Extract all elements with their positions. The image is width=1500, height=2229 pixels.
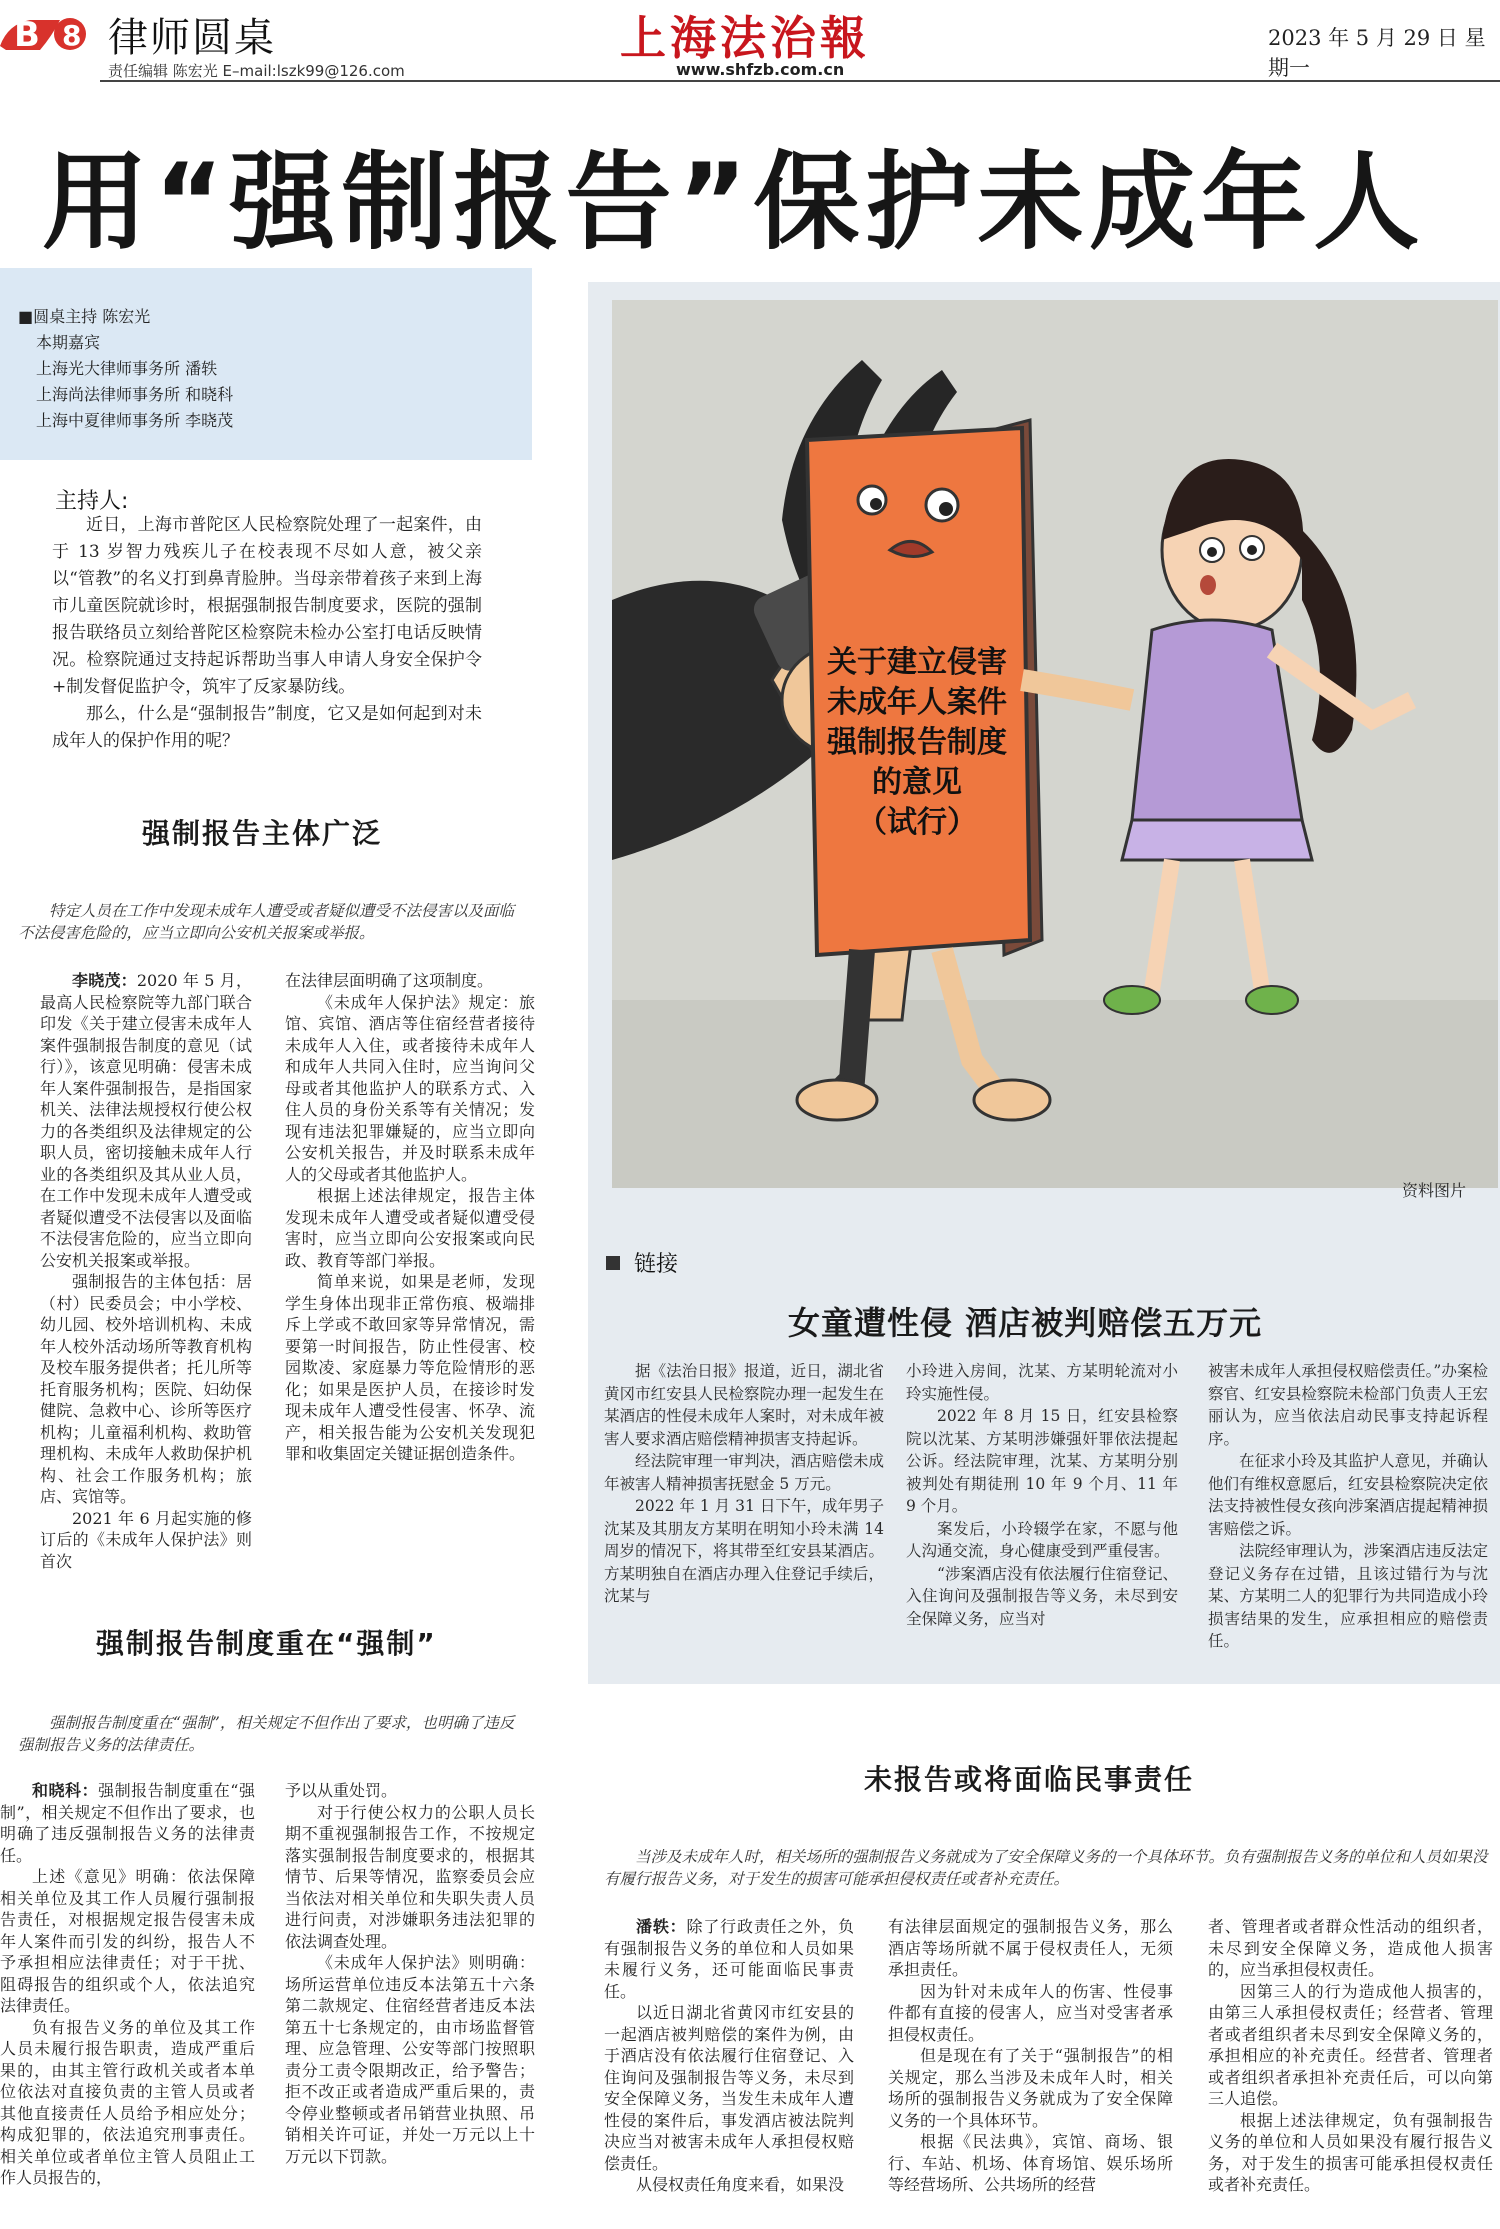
book-title-line: （试行） — [857, 805, 977, 840]
section-2-column-2 — [285, 1780, 535, 2167]
svg-text:B: B — [14, 15, 40, 54]
section-3-lead: 当涉及未成年人时，相关场所的强制报告义务就成为了安全保障义务的一个具体环节。负有强制报告义务的单位和人员如果没有履行报告义务，对于发生的损害可能承担侵权责任或者补充责任。 — [604, 1848, 1488, 1888]
guest-line: 上海尚法律师事务所 和晓科 — [36, 385, 234, 404]
headline: 用“强制报告”保护未成年人 — [42, 141, 1426, 264]
paragraph: “涉案酒店没有依法履行住宿登记、入住询问及强制报告等义务，未尽到安全保障义务，应当对 — [906, 1564, 1178, 1628]
speaker-name: 潘轶： — [636, 1917, 687, 1936]
guest-line: 上海中夏律师事务所 李晓茂 — [36, 411, 234, 430]
paragraph: 有法律层面规定的强制报告义务，那么酒店等场所就不属于侵权责任人，无须承担责任。 — [888, 1917, 1173, 1979]
section-2-column-1 — [0, 1780, 255, 2189]
section-1-lead: 特定人员在工作中发现未成年人遭受或者疑似遭受不法侵害以及面临不法侵害危险的，应当立即向公安机关报案或举报。 — [18, 902, 515, 942]
paragraph: 对于行使公权力的公职人员长期不重视强制报告工作，不按规定落实强制报告制度要求的，根据其情节、后果等情况，监察委员会应当依法对相关单位和失职失责人员进行问责，对涉嫌职务违法犯罪的依法调查处理。 — [285, 1802, 535, 1951]
paragraph: 2022 年 1 月 31 日下午，成年男子沈某及其朋友方某明在明知小玲未满 14 周岁的情况下，将其带至红安县某酒店。方某明独自在酒店办理入住登记手续后，沈某与 — [604, 1497, 884, 1605]
paragraph: 被害未成年人承担侵权赔偿责任。”办案检察官、红安县检察院未检部门负责人王宏丽认为，应当依法启动民事支持起诉程序。 — [1208, 1362, 1488, 1448]
paper-url: www.shfzb.com.cn — [676, 60, 845, 79]
intro-paragraph: 那么，什么是“强制报告”制度，它又是如何起到对未成年人的保护作用的呢？ — [52, 704, 482, 751]
paragraph: 2022 年 8 月 15 日，红安县检察院以沈某、方某明涉嫌强奸罪依法提起公诉。经法院审理，沈某、方某明分别被判处有期徒刑 10 年 9 个月、11 年 9 个月。 — [906, 1407, 1178, 1515]
section-3-column-3 — [1208, 1916, 1493, 2196]
link-column-1 — [604, 1360, 884, 1608]
paragraph: 2020 年 5 月，最高人民检察院等九部门联合印发《关于建立侵害未成年人案件强制报告制度的意见（试行）》，该意见明确：侵害未成年人案件强制报告，是指国家机关、法律法规授权行使公权力的各类组织及法律规定的公职人员，密切接触未成年人行业的各类组织及其从业人员，在工作中发现未成年人遭受或者疑似遭受不法侵害以及面临不法侵害危险的，应当立即向公安机关报案或举报。 — [40, 971, 252, 1270]
guest-line: ■圆桌主持 陈宏光 — [18, 307, 151, 326]
paragraph: 除了行政责任之外，负有强制报告义务的单位和人员如果未履行义务，还可能面临民事责任。 — [604, 1917, 854, 2001]
masthead — [0, 0, 1500, 80]
paragraph: 法院经审理认为，涉案酒店违反法定登记义务存在过错，且该过错行为与沈某、方某明二人的犯罪行为共同造成小玲损害结果的发生，应承担相应的赔偿责任。 — [1208, 1542, 1488, 1650]
paragraph: 《未成年人保护法》规定：旅馆、宾馆、酒店等住宿经营者接待未成年人入住，或者接待未成年人和成年人共同入住时，应当询问父母或者其他监护人的联系方式、入住人员的身份关系等有关情况；发现有违法犯罪嫌疑的，应当立即向公安机关报告，并及时联系未成年人的父母或者其他监护人。 — [285, 992, 535, 1184]
book-title-line: 强制报告制度 — [827, 725, 1007, 760]
paragraph: 根据上述法律规定，负有强制报告义务的单位和人员如果没有履行报告义务，对于发生的损害可能承担侵权责任或者补充责任。 — [1208, 2110, 1493, 2194]
cartoon-illustration — [612, 300, 1498, 1188]
link-label — [606, 1247, 678, 1278]
paragraph: 予以从重处罚。 — [285, 1781, 398, 1800]
book-title-line: 未成年人案件 — [827, 685, 1007, 720]
paragraph: 因第三人的行为造成他人损害的，由第三人承担侵权责任；经营者、管理者或者组织者未尽到安全保障义务的，承担相应的补充责任。经营者、管理者或者组织者承担补充责任后，可以向第三人追偿。 — [1208, 1981, 1493, 2108]
paragraph: 在征求小玲及其监护人意见，并确认他们有维权意愿后，红安县检察院决定依法支持被性侵女孩向涉案酒店提起精神损害赔偿之诉。 — [1208, 1452, 1488, 1538]
paragraph: 2021 年 6 月起实施的修订后的《未成年人保护法》则首次 — [40, 1508, 252, 1571]
paper-logo: 上海法治報 — [620, 11, 870, 65]
paragraph: 因为针对未成年人的伤害、性侵事件都有直接的侵害人，应当对受害者承担侵权责任。 — [888, 1981, 1173, 2044]
paragraph: 根据《民法典》，宾馆、商场、银行、车站、机场、体育场馆、娱乐场所等经营场所、公共场所的经营 — [888, 2132, 1173, 2194]
paragraph: 强制报告制度重在“强制”，相关规定不但作出了要求，也明确了违反强制报告义务的法律责任。 — [0, 1781, 255, 1865]
paragraph: 但是现在有了关于“强制报告”的相关规定，那么当涉及未成年人时，相关场所的强制报告义务就成为了安全保障义务的一个具体环节。 — [888, 2046, 1173, 2130]
paragraph: 经法院审理一审判决，酒店赔偿未成年被害人精神损害抚慰金 5 万元。 — [604, 1452, 884, 1493]
speaker-name: 和晓科： — [32, 1781, 99, 1800]
svg-text:8: 8 — [62, 19, 82, 52]
section-1-column-1 — [40, 970, 252, 1572]
intro-paragraph: 近日，上海市普陀区人民检察院处理了一起案件，由于 13 岁智力残疾儿子在校表现不尽如人意，被父亲以“管教”的名义打到鼻青脸肿。当母亲带着孩子来到上海市儿童医院就诊时，根据强制报告制度要求，医院的强制报告联络员立刻给普陀区检察院未检办公室打电话反映情况。检察院通过支持起诉帮助当事人申请人身安全保护令+制发督促监护令，筑牢了反家暴防线。 — [52, 515, 482, 697]
link-label-text: 链接 — [634, 1252, 679, 1277]
link-title: 女童遭性侵 酒店被判赔偿五万元 — [788, 1304, 1263, 1342]
paragraph: 根据上述法律规定，报告主体发现未成年人遭受或者疑似遭受侵害时，应当立即向公安报案或向民政、教育等部门举报。 — [285, 1186, 535, 1270]
image-credit: 资料图片 — [1402, 1181, 1467, 1200]
section-3-column-1 — [604, 1916, 854, 2196]
section-3-column-2 — [888, 1916, 1173, 2196]
paragraph: 负有报告义务的单位及其工作人员未履行报告职责，造成严重后果的，由其主管行政机关或者本单位依法对直接负责的主管人员或者其他直接责任人员给予相应处分；构成犯罪的，依法追究刑事责任。相关单位或者单位主管人员阻止工作人员报告的， — [0, 2017, 255, 2187]
paragraph: 者、管理者或者群众性活动的组织者，未尽到安全保障义务，造成他人损害的，应当承担侵权责任。 — [1208, 1917, 1493, 1979]
page-badge-shape — [0, 6, 100, 54]
section-2-title: 强制报告制度重在“强制” — [96, 1627, 437, 1660]
section-1-title: 强制报告主体广泛 — [142, 817, 383, 850]
section-2-lead: 强制报告制度重在“强制”，相关规定不但作出了要求，也明确了违反强制报告义务的法律责任。 — [18, 1714, 515, 1754]
guest-box — [0, 268, 532, 460]
link-column-3 — [1208, 1360, 1488, 1653]
guest-line: 本期嘉宾 — [36, 333, 101, 352]
paragraph: 案发后，小玲辍学在家，不愿与他人沟通交流，身心健康受到严重侵害。 — [906, 1519, 1178, 1560]
book-title-line: 的意见 — [872, 765, 962, 800]
section-3-title: 未报告或将面临民事责任 — [864, 1763, 1195, 1796]
paragraph: 《未成年人保护法》则明确：场所运营单位违反本法第五十六条第二款规定、住宿经营者违反本法第五十七条规定的，由市场监督管理、应急管理、公安等部门按照职责分工责令限期改正，给予警告；拒不改正或者造成严重后果的，责令停业整顿或者吊销营业执照、吊销相关许可证，并处一万元以上十万元以下罚款。 — [285, 1953, 535, 2166]
speaker-name: 李晓茂： — [72, 971, 137, 990]
paragraph: 以近日湖北省黄冈市红安县的一起酒店被判赔偿的案件为例，由于酒店没有依法履行住宿登记、入住询问及强制报告等义务，未尽到安全保障义务，当发生未成年人遭性侵的案件后，事发酒店被法院判决应当对被害未成年人承担侵权赔偿责任。 — [604, 2003, 854, 2173]
editor-line: 责任编辑 陈宏光 E–mail:lszk99@126.com — [108, 62, 405, 80]
link-column-2 — [906, 1360, 1178, 1630]
book-title-line: 关于建立侵害 — [827, 645, 1007, 680]
paragraph: 小玲进入房间，沈某、方某明轮流对小玲实施性侵。 — [906, 1362, 1178, 1403]
paragraph: 强制报告的主体包括：居（村）民委员会；中小学校、幼儿园、校外培训机构、未成年人校外活动场所等教育机构及校车服务提供者；托儿所等托育服务机构；医院、妇幼保健院、急救中心、诊所等医疗机构；儿童福利机构、救助管理机构、未成年人救助保护机构、社会工作服务机构；旅店、宾馆等。 — [40, 1272, 252, 1506]
issue-date: 2023 年 5 月 29 日 星期一 — [1268, 26, 1486, 80]
intro-text — [52, 512, 482, 755]
guest-line: 上海光大律师事务所 潘轶 — [36, 359, 218, 378]
paragraph: 简单来说，如果是老师，发现学生身体出现非正常伤痕、极端排斥上学或不敢回家等异常情况，需要第一时间报告，防止性侵害、校园欺凌、家庭暴力等危险情形的恶化；如果是医护人员，在接诊时发现未成年人遭受性侵害、怀孕、流产，相关报告能为公安机关发现犯罪和收集固定关键证据创造条件。 — [285, 1272, 535, 1463]
section-1-column-2 — [285, 970, 535, 1465]
square-bullet-icon — [606, 1256, 620, 1270]
paragraph: 从侵权责任角度来看，如果没 — [636, 2175, 845, 2194]
host-label: 主持人: — [55, 489, 129, 514]
paragraph: 在法律层面明确了这项制度。 — [285, 971, 494, 990]
section-title: 律师圆桌 — [108, 15, 276, 61]
paragraph: 据《法治日报》报道，近日，湖北省黄冈市红安县人民检察院办理一起发生在某酒店的性侵未成年人案时，对未成年被害人要求酒店赔偿精神损害支持起诉。 — [604, 1362, 884, 1448]
paragraph: 上述《意见》明确：依法保障相关单位及其工作人员履行强制报告责任，对根据规定报告侵害未成年人案件而引发的纠纷，报告人不予承担相应法律责任；对于干扰、阻碍报告的组织或个人，依法追究法律责任。 — [0, 1867, 255, 2015]
header-rule — [100, 80, 1500, 82]
